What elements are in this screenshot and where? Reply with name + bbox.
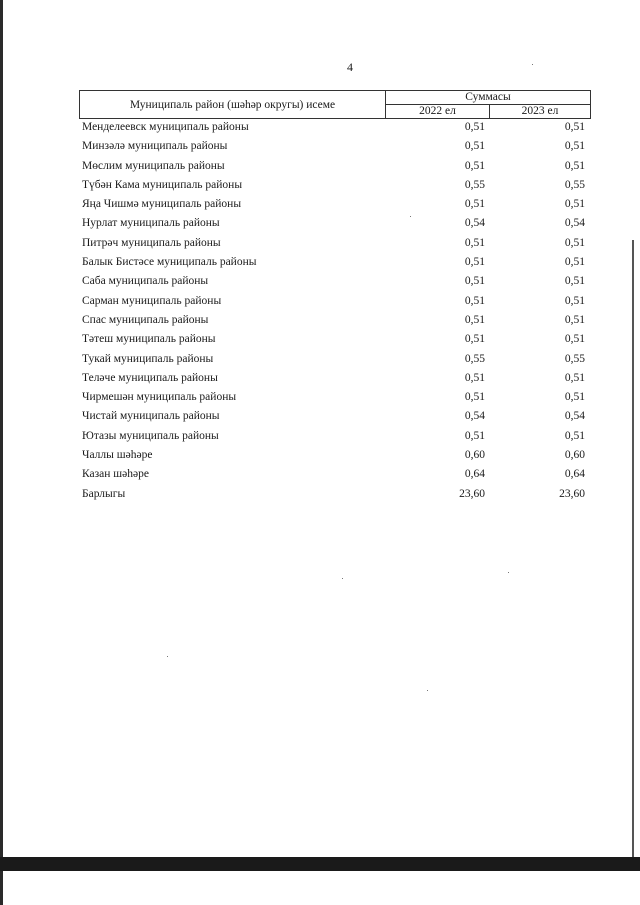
row-value-2023: 0,54 [564,410,585,423]
row-value-2023: 0,51 [564,275,585,288]
row-value-2022: 0,51 [464,429,485,442]
row-value-2023: 0,51 [564,313,585,326]
row-name: Барлыгы [82,487,126,500]
row-value-2023: 0,51 [564,333,585,346]
page-number: 4 [347,60,353,74]
scan-speck [410,216,411,217]
table-row [79,428,591,447]
row-value-2022: 0,51 [464,275,485,288]
row-value-2022: 0,55 [464,352,485,365]
table-row [79,138,591,157]
row-value-2022: 0,51 [464,236,485,249]
row-name: Сарман муниципаль районы [82,294,222,307]
row-name: Чаллы шәһәре [82,449,153,462]
table-row [79,254,591,273]
row-value-2022: 0,51 [464,198,485,211]
table-row [79,312,591,331]
row-name: Ютазы муниципаль районы [82,429,219,442]
row-name: Мөслим муниципаль районы [82,159,225,172]
row-value-2022: 0,60 [464,449,485,462]
row-value-2022: 0,54 [464,217,485,230]
scan-edge-left [0,0,3,905]
scan-edge-bottom [0,857,640,871]
column-header-sum-group: Суммасы [386,91,590,105]
row-value-2022: 0,51 [464,313,485,326]
row-value-2022: 0,64 [464,468,485,481]
table-body [79,119,591,505]
row-name: Теләче муниципаль районы [82,371,218,384]
table-row [79,389,591,408]
row-name: Балык Бистәсе муниципаль районы [82,256,257,269]
scan-speck [532,64,533,65]
table-row [79,293,591,312]
row-name: Минзәлә муниципаль районы [82,140,228,153]
row-value-2023: 0,60 [564,449,585,462]
row-value-2023: 0,51 [564,121,585,133]
row-value-2023: 0,51 [564,429,585,442]
row-name: Чистай муниципаль районы [82,410,220,423]
table-row [79,486,591,505]
row-value-2022: 0,54 [464,410,485,423]
row-value-2023: 0,51 [564,371,585,384]
table-row [79,158,591,177]
table-row [79,235,591,254]
row-value-2022: 0,51 [464,159,485,172]
row-value-2023: 0,55 [564,352,585,365]
table-row [79,351,591,370]
row-value-2022: 0,51 [464,333,485,346]
row-name: Питрәч муниципаль районы [82,236,221,249]
column-header-2023: 2023 ел [521,105,559,117]
row-name: Нурлат муниципаль районы [82,217,220,230]
row-name: Яңа Чишмә муниципаль районы [82,198,242,211]
column-header-name: Муниципаль район (шәһәр округы) исеме [80,91,386,118]
row-value-2022: 0,55 [464,178,485,191]
row-value-2023: 0,51 [564,391,585,404]
row-name: Тәтеш муниципаль районы [82,333,216,346]
table-row [79,466,591,485]
table-row [79,447,591,466]
row-name: Саба муниципаль районы [82,275,209,288]
scan-speck [342,578,343,579]
table-row [79,273,591,292]
row-value-2022: 0,51 [464,121,485,133]
row-name: Тукай муниципаль районы [82,352,214,365]
row-name: Чирмешән муниципаль районы [82,391,237,404]
row-value-2023: 0,51 [564,140,585,153]
scan-edge-right [632,240,634,860]
row-value-2022: 0,51 [464,140,485,153]
row-value-2023: 0,51 [564,198,585,211]
column-header-2022: 2022 ел [386,105,490,118]
scan-speck [427,690,428,691]
row-value-2022: 0,51 [464,256,485,269]
row-value-2022: 0,51 [464,294,485,307]
table-row [79,119,591,138]
row-value-2023: 0,54 [564,217,585,230]
row-name: Түбән Кама муниципаль районы [82,178,243,191]
row-name: Менделеевск муниципаль районы [82,121,249,133]
row-name: Казан шәһәре [82,468,149,481]
row-value-2023: 0,51 [564,236,585,249]
row-name: Спас муниципаль районы [82,313,209,326]
row-value-2022: 23,60 [459,487,485,500]
table-row [79,331,591,350]
table-row [79,177,591,196]
table-row [79,196,591,215]
row-value-2022: 0,51 [464,371,485,384]
row-value-2022: 0,51 [464,391,485,404]
row-value-2023: 0,51 [564,294,585,307]
scan-speck [167,656,168,657]
scan-speck [508,572,509,573]
row-value-2023: 23,60 [559,487,585,500]
row-value-2023: 0,51 [564,159,585,172]
table-row [79,408,591,427]
row-value-2023: 0,64 [564,468,585,481]
row-value-2023: 0,55 [564,178,585,191]
row-value-2023: 0,51 [564,256,585,269]
table-row [79,370,591,389]
table-row [79,215,591,234]
table-header [79,90,591,119]
